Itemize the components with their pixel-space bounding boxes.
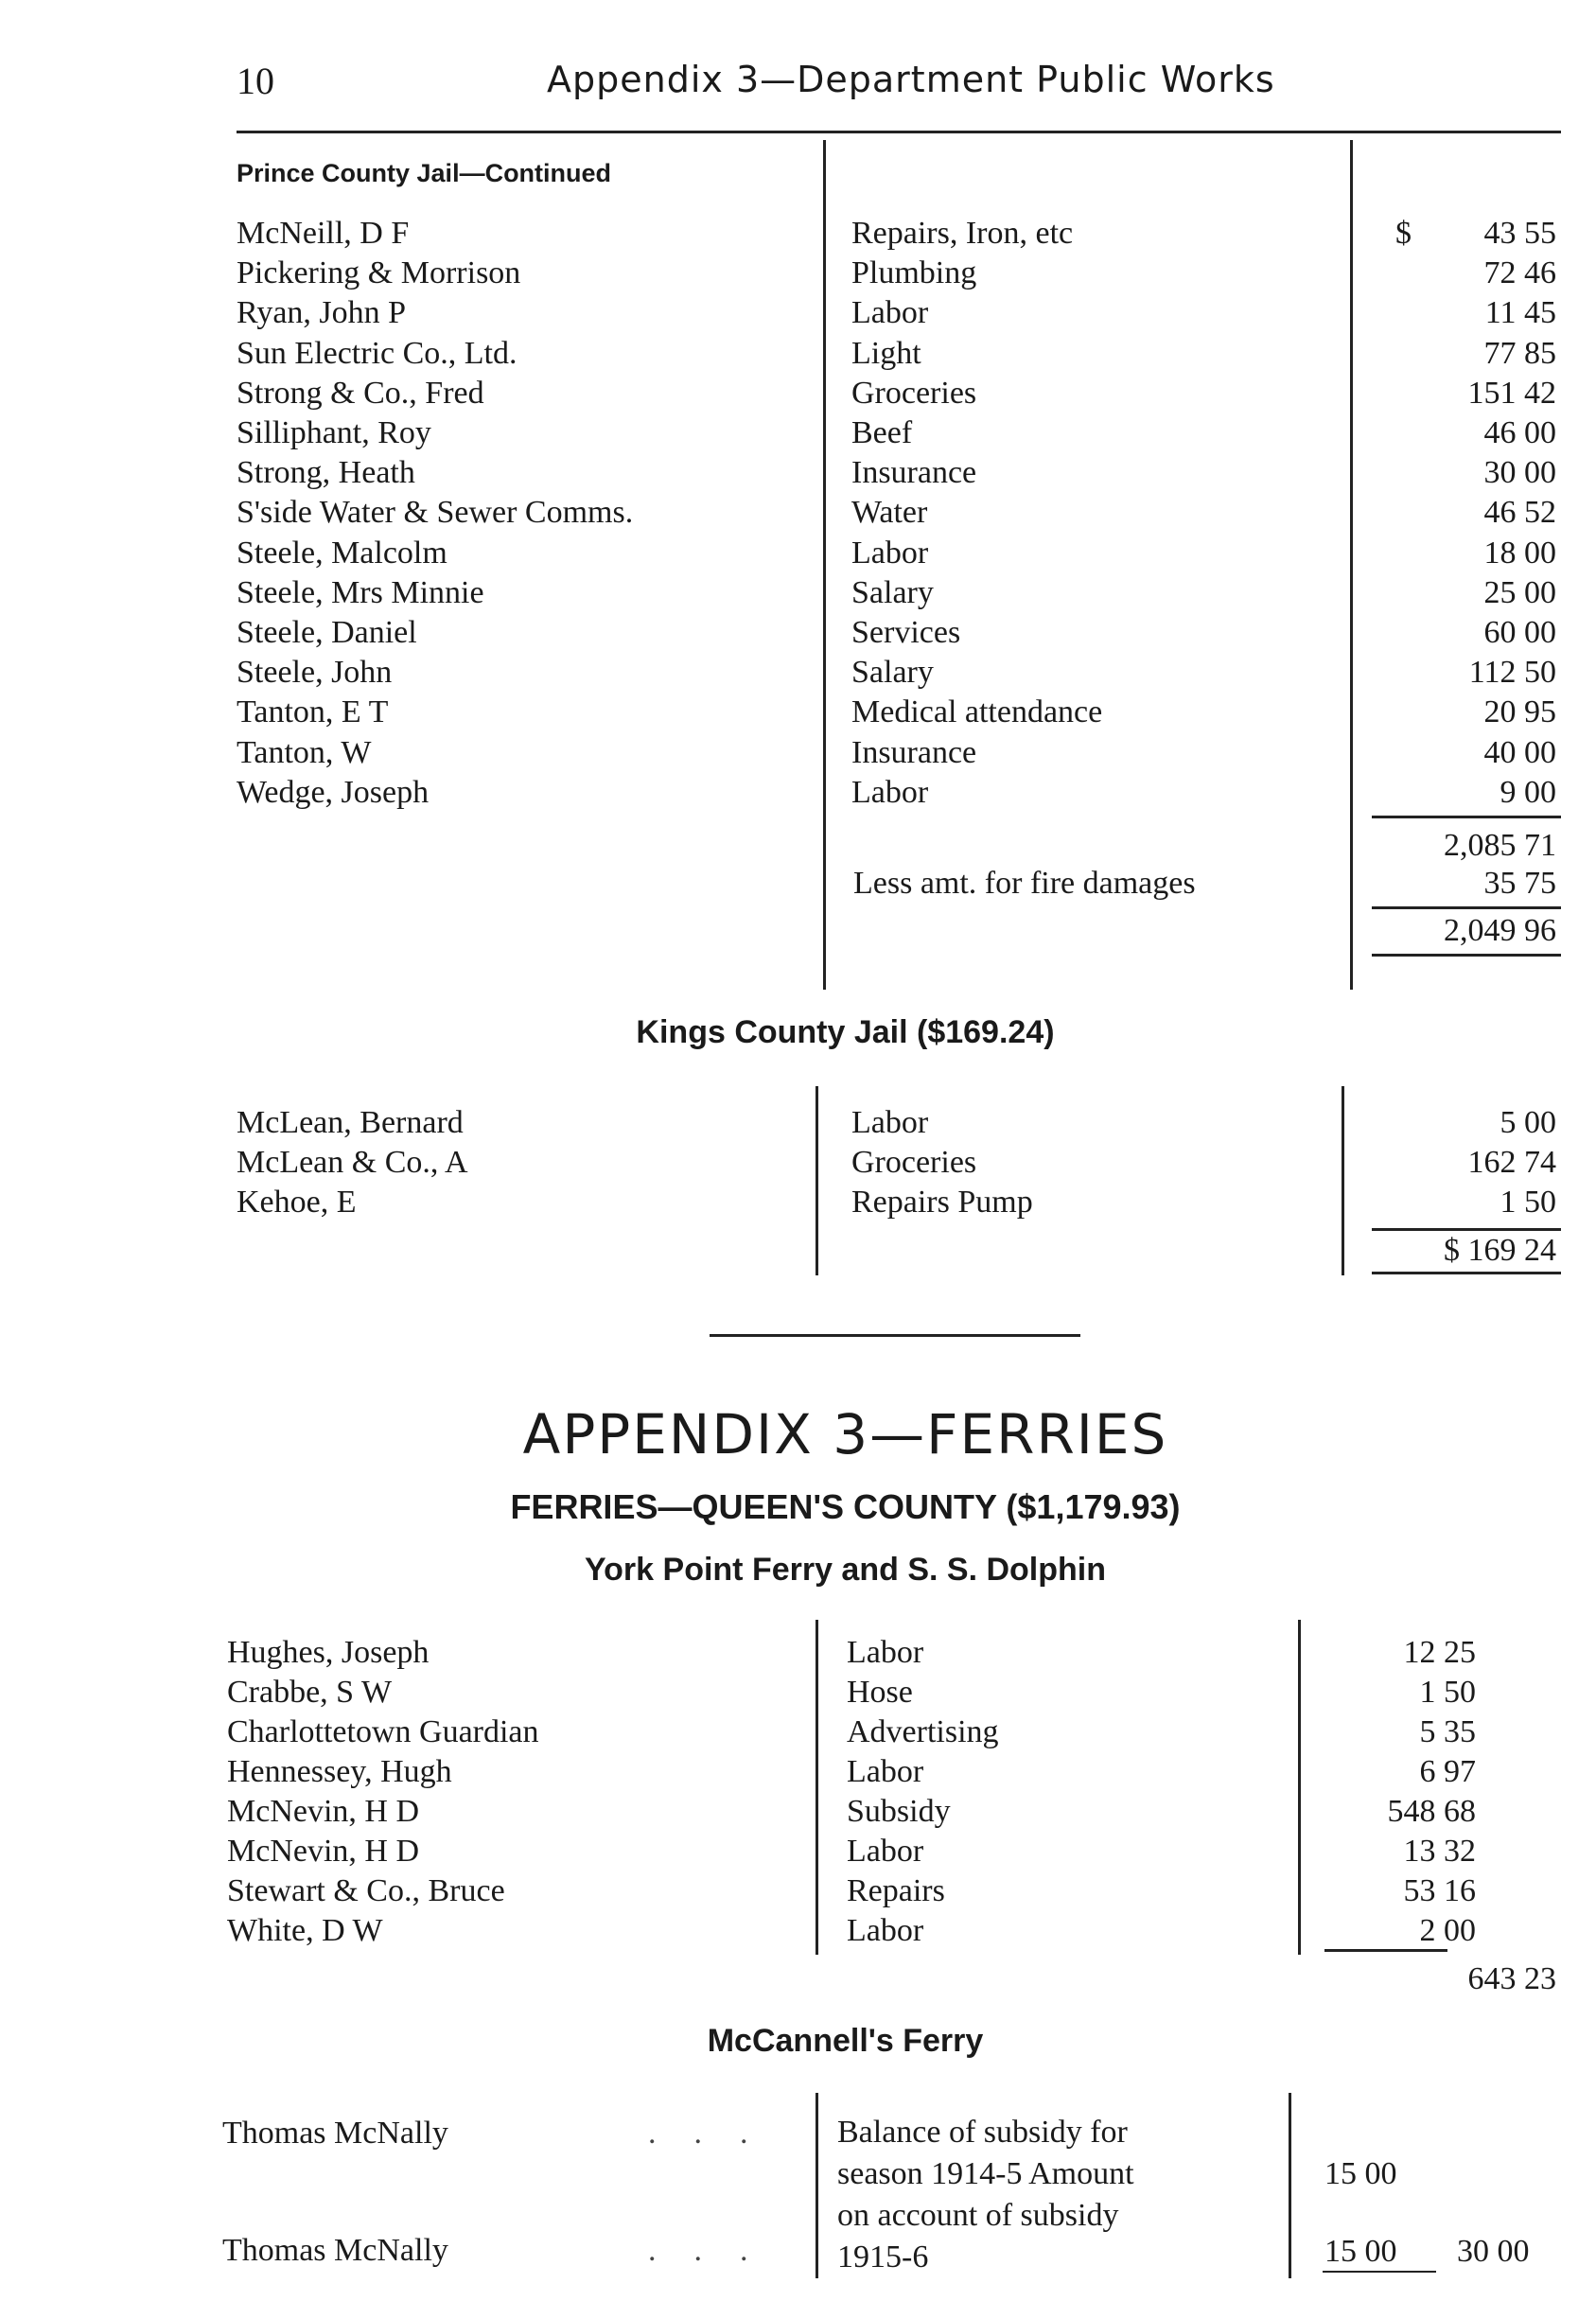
amount: 43 55: [1483, 216, 1556, 251]
table-row: [227, 1834, 1561, 1873]
payee-name: Strong & Co., Fred: [237, 375, 484, 411]
item-description: Labor: [847, 1913, 924, 1948]
amount: 2 00: [1419, 1913, 1476, 1948]
table-row: [237, 455, 1561, 495]
amount: 9 00: [1500, 774, 1556, 810]
prince-subtotal: 2,085 71: [1444, 828, 1556, 863]
payee-name: McNeill, D F: [237, 216, 410, 251]
payee-name: Wedge, Joseph: [237, 774, 430, 810]
payee-name: McLean, Bernard: [237, 1105, 464, 1140]
county-heading: FERRIES—QUEEN'S COUNTY ($1,179.93): [510, 1487, 1181, 1526]
amount: 162 74: [1467, 1145, 1556, 1180]
table-row: [237, 575, 1561, 615]
page-header: [237, 59, 1277, 115]
item-description: Repairs, Iron, etc: [851, 216, 1074, 251]
amount: 18 00: [1483, 535, 1556, 571]
prince-total: 2,049 96: [1444, 913, 1556, 948]
payee-name: Tanton, W: [237, 734, 372, 770]
amount: 40 00: [1483, 734, 1556, 770]
amount: 151 42: [1467, 375, 1556, 411]
table-row: [237, 1145, 1561, 1185]
item-description: Subsidy: [847, 1794, 951, 1829]
sum-rule: [1323, 2271, 1436, 2273]
leader-dots: ...: [648, 2116, 786, 2151]
item-description: Labor: [847, 1754, 924, 1789]
amount: 1 50: [1500, 1185, 1556, 1220]
item-description: Labor: [851, 535, 929, 571]
amount: 72 46: [1483, 255, 1556, 291]
table-row: [237, 1105, 1561, 1145]
payee-name: Tanton, E T: [237, 694, 389, 730]
item-description: Groceries: [851, 1145, 977, 1180]
item-line: 1915-6: [837, 2240, 929, 2275]
page-title: Appendix 3—Department Public Works: [547, 59, 1275, 100]
item-description: Insurance: [851, 734, 977, 770]
payee-name: Steele, Malcolm: [237, 535, 447, 571]
payee-name: McNevin, H D: [227, 1834, 420, 1869]
item-description: Light: [851, 335, 921, 371]
item-description: Salary: [851, 574, 934, 610]
mccannell-total: 30 00: [1457, 2234, 1530, 2269]
kings-total: $ 169 24: [1444, 1233, 1556, 1268]
amount: 20 95: [1483, 694, 1556, 730]
payee-name: Hennessey, Hugh: [227, 1754, 452, 1789]
payee-name: Charlottetown Guardian: [227, 1714, 539, 1749]
table-row: [237, 615, 1561, 655]
item-description: Labor: [851, 774, 929, 810]
payee-name: Thomas McNally: [222, 2233, 448, 2268]
header-rule: [237, 131, 1561, 133]
item-description: Repairs Pump: [851, 1185, 1033, 1220]
payee-name: McLean & Co., A: [237, 1145, 468, 1180]
payee-name: Thomas McNally: [222, 2116, 448, 2151]
less-label: Less amt. for fire damages: [853, 866, 1196, 901]
less-amount: 35 75: [1483, 866, 1556, 901]
item-description: Salary: [851, 655, 934, 691]
amount: 548 68: [1387, 1794, 1476, 1829]
table-row: [227, 1714, 1561, 1754]
item-line: Balance of subsidy for: [837, 2115, 1128, 2150]
table-row: [237, 216, 1561, 255]
amount: 11 45: [1484, 295, 1556, 331]
payee-name: Ryan, John P: [237, 295, 407, 331]
table-row: [237, 376, 1561, 415]
amount: 25 00: [1483, 574, 1556, 610]
payee-name: Strong, Heath: [237, 455, 415, 491]
amount: 15 00: [1324, 2156, 1397, 2191]
item-description: Labor: [847, 1834, 924, 1869]
payee-name: Sun Electric Co., Ltd.: [237, 335, 517, 371]
payee-name: Hughes, Joseph: [227, 1635, 430, 1670]
amount: 53 16: [1403, 1873, 1476, 1908]
amount: 6 97: [1419, 1754, 1476, 1789]
item-description: Labor: [851, 295, 929, 331]
payee-name: White, D W: [227, 1913, 383, 1948]
payee-name: Crabbe, S W: [227, 1675, 393, 1710]
table-row: [237, 255, 1561, 295]
payee-name: Stewart & Co., Bruce: [227, 1873, 505, 1908]
item-description: Groceries: [851, 375, 977, 411]
prince-caption: Prince County Jail—Continued: [237, 159, 612, 187]
amount: 1 50: [1419, 1675, 1476, 1710]
item-description: Labor: [847, 1635, 924, 1670]
item-description: Services: [851, 615, 961, 650]
york-heading: York Point Ferry and S. S. Dolphin: [585, 1552, 1106, 1588]
item-line: season 1914-5 Amount: [837, 2156, 1134, 2191]
payee-name: Steele, Mrs Minnie: [237, 574, 484, 610]
amount: 12 25: [1403, 1635, 1476, 1670]
page-number: 10: [237, 60, 274, 102]
sum-rule: [1372, 1272, 1561, 1274]
item-description: Hose: [847, 1675, 913, 1710]
payee-name: Steele, John: [237, 655, 393, 691]
table-row: [237, 655, 1561, 694]
table-row: [227, 1675, 1561, 1714]
amount: 46 52: [1483, 495, 1556, 531]
sum-rule: [1324, 1949, 1447, 1952]
amount: 46 00: [1483, 415, 1556, 450]
table-row: [227, 1913, 1561, 1953]
table-row: [237, 495, 1561, 535]
table-row: [237, 336, 1561, 376]
table-row: [237, 775, 1561, 815]
item-description: Labor: [851, 1105, 929, 1140]
amount: 77 85: [1483, 335, 1556, 371]
table-row: [237, 735, 1561, 775]
table-row: [237, 694, 1561, 734]
table-row: [227, 1754, 1561, 1794]
mccannell-heading: McCannell's Ferry: [707, 2023, 984, 2059]
sum-rule: [1372, 816, 1561, 818]
payee-name: Kehoe, E: [237, 1185, 357, 1220]
amount: 15 00: [1324, 2234, 1397, 2269]
item-description: Medical attendance: [851, 694, 1103, 730]
item-description: Advertising: [847, 1714, 999, 1749]
amount: 60 00: [1483, 615, 1556, 650]
table-row: [227, 1635, 1561, 1675]
kings-heading: Kings County Jail ($169.24): [636, 1014, 1055, 1050]
item-description: Plumbing: [851, 255, 977, 291]
leader-dots: ...: [648, 2233, 786, 2268]
york-total: 643 23: [1467, 1961, 1556, 1996]
amount: 5 00: [1500, 1105, 1556, 1140]
table-row: [237, 1185, 1561, 1224]
item-description: Repairs: [847, 1873, 945, 1908]
amount: 30 00: [1483, 455, 1556, 491]
sum-rule: [1372, 906, 1561, 909]
table-row: [237, 295, 1561, 335]
currency-symbol: $: [1395, 216, 1412, 251]
table-row: [227, 1873, 1561, 1913]
payee-name: Silliphant, Roy: [237, 415, 431, 450]
table-row: [237, 536, 1561, 575]
amount: 13 32: [1403, 1834, 1476, 1869]
table-row: [237, 415, 1561, 455]
appendix-heading: APPENDIX 3—FERRIES: [522, 1402, 1168, 1467]
payee-name: Pickering & Morrison: [237, 255, 521, 291]
item-line: on account of subsidy: [837, 2198, 1119, 2233]
amount: 112 50: [1468, 655, 1556, 691]
payee-name: Steele, Daniel: [237, 615, 417, 650]
section-divider: [710, 1334, 1080, 1337]
item-description: Water: [851, 495, 928, 531]
amount: 5 35: [1419, 1714, 1476, 1749]
payee-name: McNevin, H D: [227, 1794, 420, 1829]
table-row: [227, 1794, 1561, 1834]
item-description: Insurance: [851, 455, 977, 491]
sum-rule: [1372, 954, 1561, 957]
payee-name: S'side Water & Sewer Comms.: [237, 495, 634, 531]
item-description: Beef: [851, 415, 913, 450]
